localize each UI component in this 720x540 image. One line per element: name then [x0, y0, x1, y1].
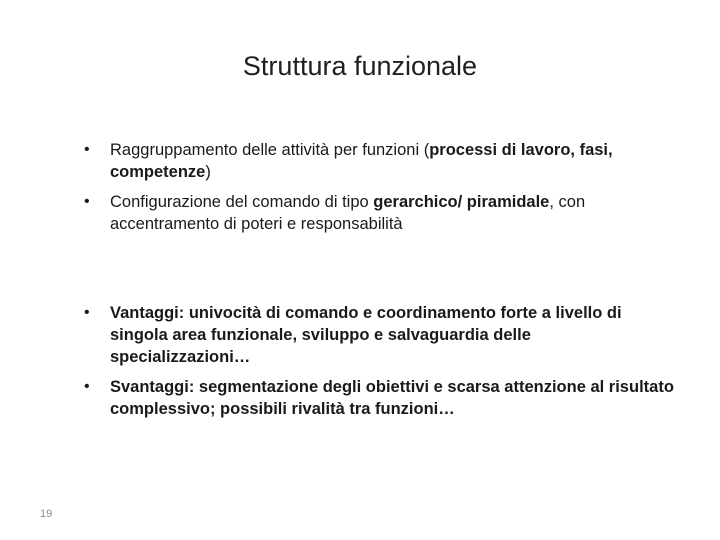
bullet-item-svantaggi — [84, 376, 674, 420]
slide-title: Struttura funzionale — [242, 51, 478, 81]
page-number: 19 — [40, 508, 53, 520]
bullet-item-configurazione — [84, 191, 674, 235]
bullet-text-pre: Raggruppamento delle attività per funzioni ( — [110, 141, 430, 159]
bullet-item-vantaggi — [84, 302, 674, 368]
bullet-text-bold: gerarchico/ piramidale — [373, 193, 550, 211]
bullet-item-raggruppamento — [84, 139, 674, 183]
bullet-text-bold: Vantaggi: univocità di comando e coordinamento forte a livello di singola area funzionale, sviluppo e salvaguardia delle specializzazioni… — [110, 304, 622, 366]
bullet-text-pre: Configurazione del comando di tipo — [110, 193, 374, 211]
bullet-text-post: , con accentramento di poteri e responsabilità — [110, 193, 586, 233]
bullet-text-bold: processi di lavoro, fasi, competenze — [110, 141, 613, 181]
bullet-list-pros-cons — [84, 302, 674, 428]
bullet-text-post: ) — [205, 163, 211, 181]
bullet-text-bold: Svantaggi: segmentazione degli obiettivi e scarsa attenzione al risultato complessivo; possibili rivalità tra funzioni… — [110, 378, 674, 418]
bullet-list-structure — [84, 139, 674, 243]
